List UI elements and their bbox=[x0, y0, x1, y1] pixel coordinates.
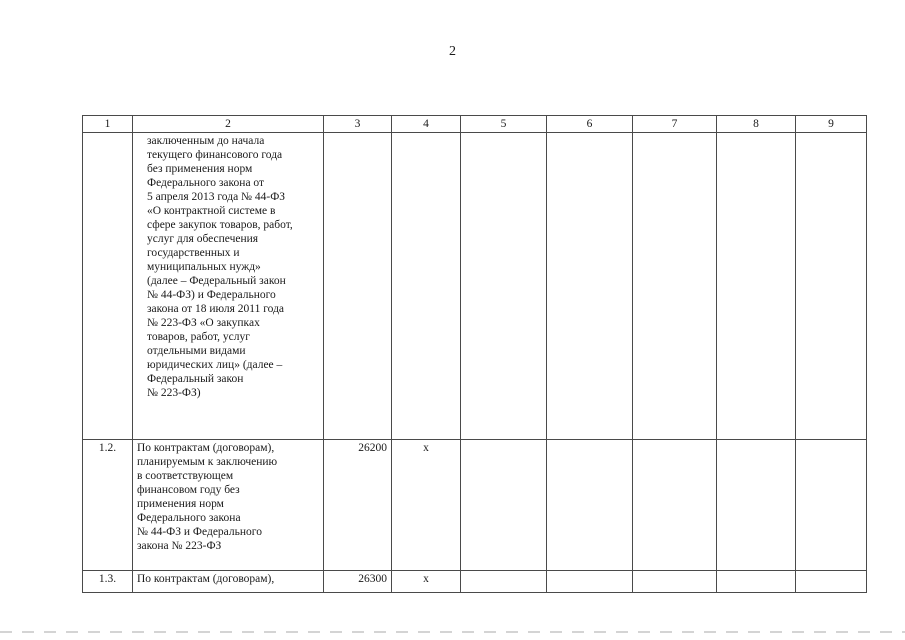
empty-cell bbox=[461, 133, 547, 440]
table-row bbox=[83, 133, 867, 440]
empty-cell bbox=[796, 440, 867, 571]
column-header: 2 bbox=[133, 116, 324, 133]
row-code: 26300 bbox=[324, 571, 392, 593]
column-header: 1 bbox=[83, 116, 133, 133]
row-number: 1.3. bbox=[83, 571, 133, 593]
column-header: 3 bbox=[324, 116, 392, 133]
row-number bbox=[83, 133, 133, 440]
empty-cell bbox=[633, 571, 717, 593]
empty-cell bbox=[717, 133, 796, 440]
budget-table bbox=[82, 115, 867, 593]
page-number: 2 bbox=[449, 44, 456, 59]
empty-cell bbox=[461, 440, 547, 571]
column-header: 4 bbox=[392, 116, 461, 133]
empty-cell bbox=[633, 133, 717, 440]
column-header: 9 bbox=[796, 116, 867, 133]
empty-cell bbox=[547, 440, 633, 571]
row-description: По контрактам (договорам), планируемым к заключению в соответствующем финансовом году без применения норм Федерального закона № 44-ФЗ и Федерального закона № 223-ФЗ bbox=[133, 440, 324, 571]
empty-cell bbox=[717, 440, 796, 571]
column-header: 5 bbox=[461, 116, 547, 133]
scan-edge-artifact bbox=[0, 631, 905, 633]
table-row bbox=[83, 571, 867, 593]
row-col4: x bbox=[392, 571, 461, 593]
row-col4 bbox=[392, 133, 461, 440]
row-code: 26200 bbox=[324, 440, 392, 571]
column-header: 6 bbox=[547, 116, 633, 133]
empty-cell bbox=[547, 133, 633, 440]
empty-cell bbox=[717, 571, 796, 593]
empty-cell bbox=[633, 440, 717, 571]
column-header-row bbox=[83, 116, 867, 133]
row-number: 1.2. bbox=[83, 440, 133, 571]
empty-cell bbox=[796, 571, 867, 593]
row-description: По контрактам (договорам), bbox=[133, 571, 324, 593]
empty-cell bbox=[796, 133, 867, 440]
empty-cell bbox=[461, 571, 547, 593]
empty-cell bbox=[547, 571, 633, 593]
row-description: заключенным до начала текущего финансового года без применения норм Федерального закона от 5 апреля 2013 года № 44-ФЗ «О контрактной системе в сфере закупок товаров, работ, услуг для обеспечения государственных и муниципальных нужд» (далее – Федеральный закон № 44-ФЗ) и Федерального закона от 18 июля 2011 года № 223-ФЗ «О закупках товаров, работ, услуг отдельными видами юридических лиц» (далее – Федеральный закон № 223-ФЗ) bbox=[133, 133, 324, 440]
column-header: 8 bbox=[717, 116, 796, 133]
row-code bbox=[324, 133, 392, 440]
column-header: 7 bbox=[633, 116, 717, 133]
table-row bbox=[83, 440, 867, 571]
row-col4: x bbox=[392, 440, 461, 571]
